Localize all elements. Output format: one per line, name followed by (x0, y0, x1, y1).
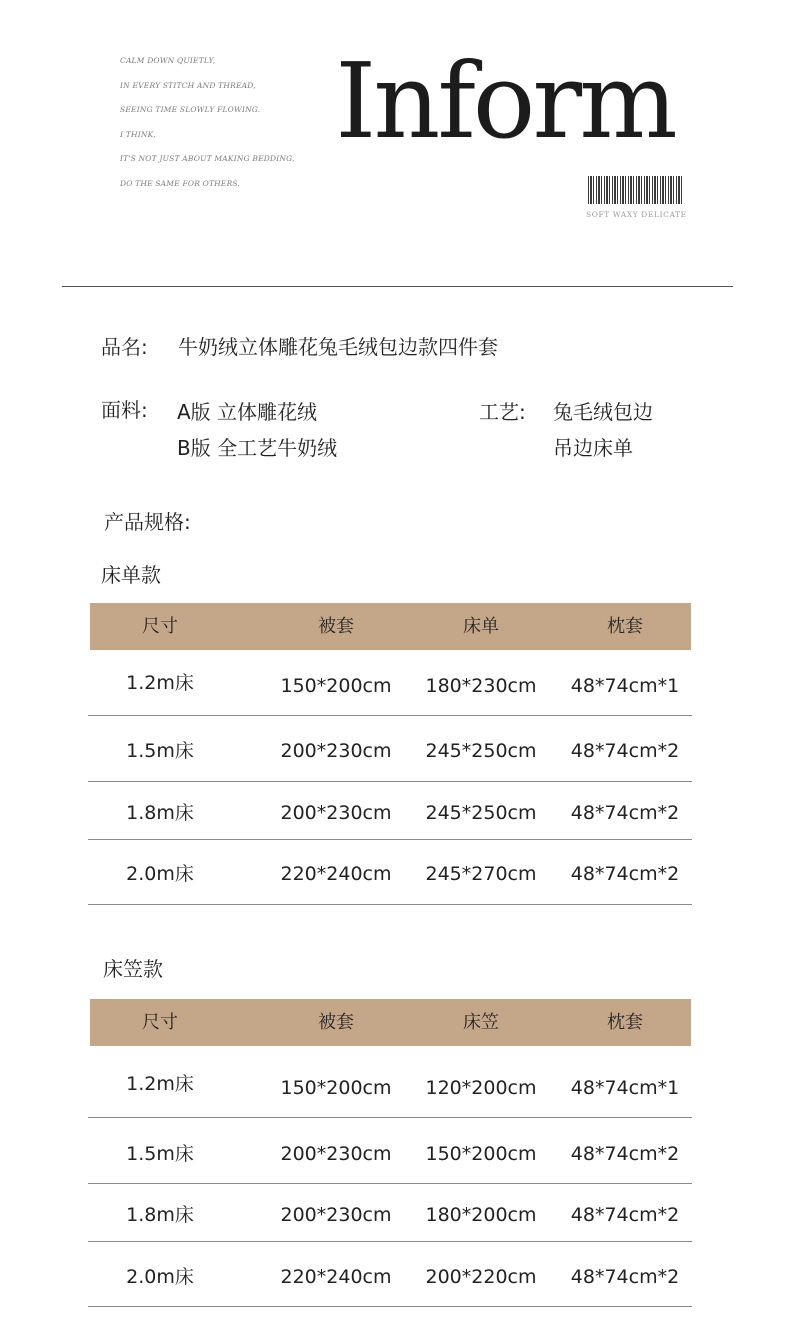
table-header (90, 603, 691, 650)
table-cell: 48*74cm*2 (570, 1143, 680, 1165)
tagline-line: IN EVERY STITCH AND THREAD, (120, 80, 256, 90)
table-cell: 1.2m床 (126, 1073, 194, 1095)
table-cell: 220*240cm (280, 863, 392, 885)
table-cell: 1.5m床 (126, 740, 194, 762)
table-cell: 48*74cm*1 (570, 675, 680, 697)
table-cell: 180*200cm (425, 1204, 537, 1226)
table-cell: 120*200cm (425, 1077, 537, 1099)
table-cell: 1.8m床 (126, 1204, 194, 1226)
table-cell: 180*230cm (425, 675, 537, 697)
tagline-line: CALM DOWN QUIETLY, (120, 56, 216, 65)
header-cell: 床笠 (463, 1012, 499, 1033)
table-row (90, 782, 691, 840)
table-header (90, 999, 691, 1046)
table-cell: 1.2m床 (126, 672, 194, 694)
table-cell: 2.0m床 (126, 863, 194, 885)
spec-table-fitted (90, 999, 691, 1307)
barcode-icon (588, 176, 684, 204)
table-cell: 200*230cm (280, 1143, 392, 1165)
table-cell: 200*220cm (425, 1266, 537, 1288)
fabric-option-b: B版 全工艺牛奶绒 (177, 436, 338, 460)
table-cell: 200*230cm (280, 802, 392, 824)
header-divider (62, 286, 733, 287)
table-row (90, 1184, 691, 1242)
product-name-label: 品名: (101, 335, 148, 359)
craft-item: 吊边床单 (553, 436, 633, 460)
fabric-label: 面料: (101, 398, 148, 422)
table-title-fitted: 床笠款 (103, 957, 163, 981)
craft-label: 工艺: (479, 400, 526, 424)
table-cell: 48*74cm*2 (570, 863, 680, 885)
table-cell: 245*250cm (425, 740, 537, 762)
barcode-caption: SOFT WAXY DELICATE (586, 210, 687, 219)
table-cell: 2.0m床 (126, 1266, 194, 1288)
table-cell: 1.8m床 (126, 802, 194, 824)
header-cell: 被套 (318, 616, 354, 637)
table-row (90, 1118, 691, 1184)
brand-tagline (120, 54, 295, 201)
tagline-line: SEEING TIME SLOWLY FLOWING. (120, 105, 261, 114)
row-divider (88, 904, 692, 905)
fabric-option-a: A版 立体雕花绒 (177, 400, 318, 424)
table-row (90, 1242, 691, 1307)
table-cell: 150*200cm (280, 675, 392, 697)
spec-table-sheet (90, 603, 691, 905)
table-cell: 150*200cm (425, 1143, 537, 1165)
table-cell: 1.5m床 (126, 1143, 194, 1165)
table-cell: 48*74cm*2 (570, 740, 680, 762)
table-cell: 220*240cm (280, 1266, 392, 1288)
row-divider (88, 1306, 692, 1307)
table-cell: 200*230cm (280, 740, 392, 762)
header-cell: 尺寸 (142, 616, 178, 637)
table-cell: 245*270cm (425, 863, 537, 885)
header-cell: 被套 (318, 1012, 354, 1033)
header-cell: 枕套 (607, 1012, 643, 1033)
tagline-line: DO THE SAME FOR OTHERS. (120, 178, 241, 188)
table-row (90, 840, 691, 905)
craft-item: 兔毛绒包边 (553, 400, 653, 424)
table-cell: 150*200cm (280, 1077, 392, 1099)
product-name-value: 牛奶绒立体雕花兔毛绒包边款四件套 (178, 335, 498, 359)
brand-logo: Inform (335, 40, 675, 162)
header-cell: 枕套 (607, 616, 643, 637)
tagline-line: I THINK, (120, 129, 157, 139)
table-cell: 48*74cm*2 (570, 1204, 680, 1226)
table-row (90, 1046, 691, 1118)
table-cell: 48*74cm*2 (570, 1266, 680, 1288)
table-cell: 245*250cm (425, 802, 537, 824)
tagline-line: IT'S NOT JUST ABOUT MAKING BEDDING, (120, 154, 295, 163)
table-cell: 200*230cm (280, 1204, 392, 1226)
table-cell: 48*74cm*1 (570, 1077, 680, 1099)
table-row (90, 650, 691, 716)
brand-header (0, 0, 790, 290)
header-cell: 床单 (463, 616, 499, 637)
table-title-sheet: 床单款 (101, 563, 161, 587)
spec-label: 产品规格: (104, 510, 191, 534)
table-row (90, 716, 691, 782)
table-cell: 48*74cm*2 (570, 802, 680, 824)
header-cell: 尺寸 (142, 1012, 178, 1033)
